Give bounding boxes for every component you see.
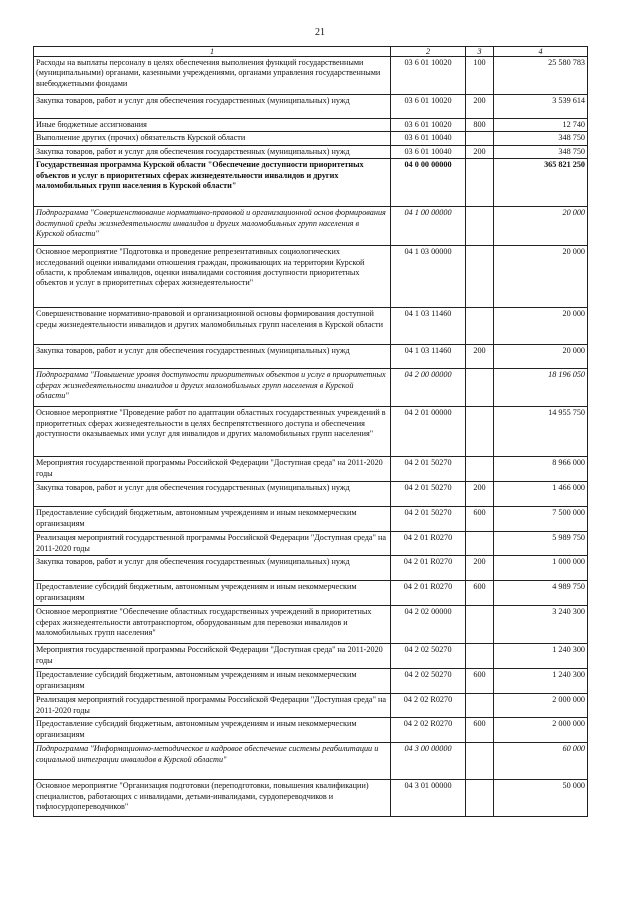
row-amount: 1 000 000 [494, 556, 588, 581]
table-row [34, 132, 588, 145]
row-name: Мероприятия государственной программы Российской Федерации "Доступная среда" на 2011-2020 годы [34, 457, 391, 482]
row-expense-type: 200 [466, 482, 494, 507]
row-amount: 20 000 [494, 308, 588, 345]
table-row [34, 95, 588, 119]
row-name: Закупка товаров, работ и услуг для обеспечения государственных (муниципальных) нужд [34, 345, 391, 369]
row-amount: 5 989 750 [494, 532, 588, 556]
table-row [34, 246, 588, 308]
table-row [34, 556, 588, 581]
row-expense-type: 600 [466, 718, 494, 743]
row-amount: 4 989 750 [494, 581, 588, 606]
row-amount: 2 000 000 [494, 718, 588, 743]
row-amount: 365 821 250 [494, 159, 588, 207]
row-name: Основное мероприятие "Обеспечение областных государственных учреждений в приоритетных сферах жизнедеятельности автотранспортом, оборудованным для перевозки инвалидов и маломобильных групп населения" [34, 606, 391, 644]
row-code: 04 2 02 R0270 [391, 718, 466, 743]
row-expense-type [466, 246, 494, 308]
row-code: 03 6 01 10020 [391, 119, 466, 132]
row-amount: 1 466 000 [494, 482, 588, 507]
row-expense-type [466, 606, 494, 644]
row-name: Реализация мероприятий государственной программы Российской Федерации "Доступная среда" на 2011-2020 годы [34, 694, 391, 718]
row-expense-type: 200 [466, 556, 494, 581]
table-body [34, 57, 588, 817]
table-row [34, 694, 588, 718]
table-row [34, 369, 588, 407]
row-code: 03 6 01 10040 [391, 132, 466, 145]
row-expense-type: 200 [466, 95, 494, 119]
row-amount: 8 966 000 [494, 457, 588, 482]
row-code: 04 2 02 50270 [391, 669, 466, 694]
row-amount: 60 000 [494, 743, 588, 780]
row-code: 04 2 01 50270 [391, 507, 466, 532]
row-name: Предоставление субсидий бюджетным, автономным учреждениям и иным некоммерческим организациям [34, 718, 391, 743]
row-name: Выполнение других (прочих) обязательств Курской области [34, 132, 391, 145]
row-name: Подпрограмма "Совершенствование нормативно-правовой и организационной основ формирования доступной среды жизнедеятельности инвалидов и других маломобильных групп населения в Курской области" [34, 207, 391, 246]
row-expense-type: 200 [466, 345, 494, 369]
row-amount: 20 000 [494, 246, 588, 308]
row-expense-type: 200 [466, 145, 494, 158]
row-code: 03 6 01 10040 [391, 145, 466, 158]
row-expense-type [466, 780, 494, 817]
row-code: 04 3 00 00000 [391, 743, 466, 780]
table-row [34, 407, 588, 457]
row-name: Предоставление субсидий бюджетным, автономным учреждениям и иным некоммерческим организациям [34, 507, 391, 532]
table-row [34, 718, 588, 743]
table-row [34, 606, 588, 644]
row-code: 04 1 00 00000 [391, 207, 466, 246]
row-name: Мероприятия государственной программы Российской Федерации "Доступная среда" на 2011-2020 годы [34, 644, 391, 669]
row-code: 04 2 02 00000 [391, 606, 466, 644]
row-name: Закупка товаров, работ и услуг для обеспечения государственных (муниципальных) нужд [34, 95, 391, 119]
row-code: 04 1 03 11460 [391, 345, 466, 369]
header-col-1: 1 [34, 47, 391, 57]
row-amount: 348 750 [494, 145, 588, 158]
row-name: Расходы на выплаты персоналу в целях обеспечения выполнения функций государственными (муниципальными) органами, казенными учреждениями, органами управления государственными внебюджетными фондами [34, 57, 391, 95]
row-name: Основное мероприятие "Организация подготовки (переподготовки, повышения квалификации) специалистов, работающих с инвалидами, детьми-инвалидами, сурдопереводчиков и тифлосурдопереводчиков" [34, 780, 391, 817]
row-expense-type [466, 694, 494, 718]
table-row [34, 581, 588, 606]
table-row [34, 644, 588, 669]
row-name: Закупка товаров, работ и услуг для обеспечения государственных (муниципальных) нужд [34, 145, 391, 158]
row-amount: 1 240 300 [494, 669, 588, 694]
row-expense-type [466, 369, 494, 407]
row-amount: 14 955 750 [494, 407, 588, 457]
row-name: Подпрограмма "Повышение уровня доступности приоритетных объектов и услуг в приоритетных сферах жизнедеятельности инвалидов и других маломобильных групп населения в Курской области" [34, 369, 391, 407]
row-expense-type [466, 159, 494, 207]
row-expense-type [466, 457, 494, 482]
row-code: 04 2 02 50270 [391, 644, 466, 669]
row-amount: 50 000 [494, 780, 588, 817]
row-code: 04 2 01 R0270 [391, 532, 466, 556]
row-expense-type: 100 [466, 57, 494, 95]
row-code: 04 1 03 00000 [391, 246, 466, 308]
table-row [34, 345, 588, 369]
row-name: Подпрограмма "Информационно-методическое и кадровое обеспечение системы реабилитации и социальной интеграции инвалидов в Курской области" [34, 743, 391, 780]
page-number: 21 [315, 27, 325, 38]
row-expense-type [466, 308, 494, 345]
row-code: 04 0 00 00000 [391, 159, 466, 207]
table-row [34, 159, 588, 207]
row-amount: 2 000 000 [494, 694, 588, 718]
table-row [34, 57, 588, 95]
row-amount: 7 500 000 [494, 507, 588, 532]
budget-table [33, 46, 588, 817]
table-row [34, 743, 588, 780]
table-row [34, 119, 588, 132]
table-row [34, 457, 588, 482]
row-expense-type [466, 532, 494, 556]
header-col-4: 4 [494, 47, 588, 57]
row-amount: 20 000 [494, 207, 588, 246]
header-col-2: 2 [391, 47, 466, 57]
table-row [34, 780, 588, 817]
row-code: 03 6 01 10020 [391, 57, 466, 95]
row-name: Закупка товаров, работ и услуг для обеспечения государственных (муниципальных) нужд [34, 482, 391, 507]
table-row [34, 308, 588, 345]
row-name: Государственная программа Курской области "Обеспечение доступности приоритетных объектов и услуг в приоритетных сферах жизнедеятельности инвалидов и других маломобильных групп населения в Курской области" [34, 159, 391, 207]
row-name: Реализация мероприятий государственной программы Российской Федерации "Доступная среда" на 2011-2020 годы [34, 532, 391, 556]
row-expense-type [466, 407, 494, 457]
row-expense-type [466, 132, 494, 145]
row-expense-type: 600 [466, 669, 494, 694]
table-header-row [34, 47, 588, 57]
row-name: Предоставление субсидий бюджетным, автономным учреждениям и иным некоммерческим организациям [34, 669, 391, 694]
row-amount: 348 750 [494, 132, 588, 145]
row-code: 04 2 02 R0270 [391, 694, 466, 718]
row-amount: 12 740 [494, 119, 588, 132]
row-code: 04 2 01 R0270 [391, 556, 466, 581]
table-row [34, 507, 588, 532]
table-row [34, 207, 588, 246]
table-row [34, 669, 588, 694]
row-amount: 20 000 [494, 345, 588, 369]
row-name: Предоставление субсидий бюджетным, автономным учреждениям и иным некоммерческим организациям [34, 581, 391, 606]
row-name: Иные бюджетные ассигнования [34, 119, 391, 132]
row-code: 04 2 01 R0270 [391, 581, 466, 606]
row-amount: 25 580 783 [494, 57, 588, 95]
row-code: 04 2 01 50270 [391, 457, 466, 482]
row-code: 04 1 03 11460 [391, 308, 466, 345]
row-code: 04 2 01 00000 [391, 407, 466, 457]
table-row [34, 532, 588, 556]
row-amount: 18 196 050 [494, 369, 588, 407]
row-expense-type: 800 [466, 119, 494, 132]
row-name: Закупка товаров, работ и услуг для обеспечения государственных (муниципальных) нужд [34, 556, 391, 581]
row-amount: 1 240 300 [494, 644, 588, 669]
table-row [34, 145, 588, 158]
row-code: 04 3 01 00000 [391, 780, 466, 817]
row-amount: 3 240 300 [494, 606, 588, 644]
row-name: Основное мероприятие "Подготовка и проведение репрезентативных социологических исследований оценки инвалидами отношения граждан, проживающих на территории Курской области, к проблемам инвалидов, оценки инвалидами состояния доступности приоритетных объектов и услуг в приоритетных сферах жизнедеятельности" [34, 246, 391, 308]
table-row [34, 482, 588, 507]
row-code: 04 2 00 00000 [391, 369, 466, 407]
row-expense-type [466, 743, 494, 780]
row-code: 04 2 01 50270 [391, 482, 466, 507]
row-expense-type [466, 644, 494, 669]
row-code: 03 6 01 10020 [391, 95, 466, 119]
header-col-3: 3 [466, 47, 494, 57]
row-amount: 3 539 614 [494, 95, 588, 119]
row-expense-type: 600 [466, 581, 494, 606]
row-name: Основное мероприятие "Проведение работ по адаптации областных государственных учреждений в приоритетных сферах жизнедеятельности в целях беспрепятственного доступа и обеспечения доступности оказываемых ими услуг для инвалидов и других маломобильных групп населения" [34, 407, 391, 457]
row-expense-type: 600 [466, 507, 494, 532]
row-name: Совершенствование нормативно-правовой и организационной основы формирования доступной среды жизнедеятельности инвалидов и других маломобильных групп населения в Курской области [34, 308, 391, 345]
row-expense-type [466, 207, 494, 246]
